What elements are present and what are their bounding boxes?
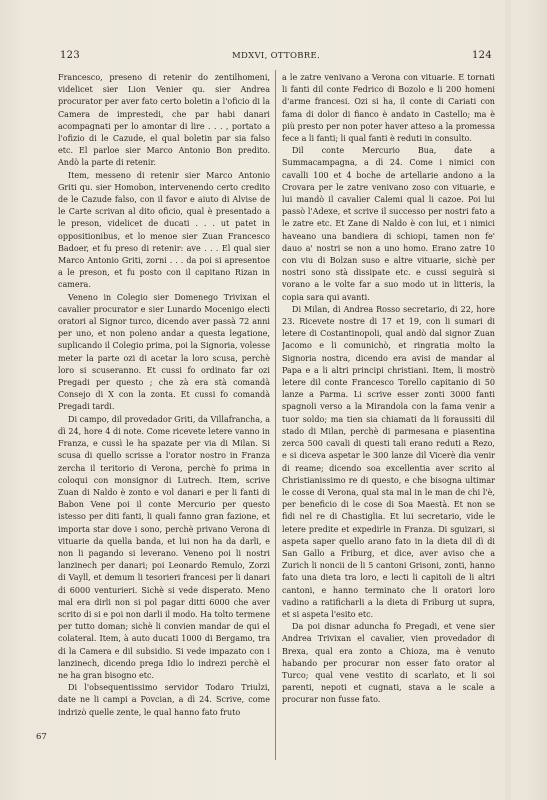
paragraph: Di campo, dil provedador Griti, da Villafrancha, a dì 24, hore 4 di note. Come ricevete letere vanno in Franza, e cussì le ha spazate per via di Milan. Si scusa di quello scrisse a l'orator nostro in Franza zercha il teritorio di Verona, perchè fo prima in coloqui con monsignor di Lutrech. Item, scrive Zuan di Naldo è zonto e vol danari e per li fanti di Babon Vene poi il conte Mercurio per questo istesso per diti fanti, li quali fanno gran fazione, et importa star dove i sono, perchè privano Verona di vituarie da quella banda, et lui non ha da darli, e non li pagando si leverano. Veneno poi li nostri lanzinech per danari; poi Leonardo Remulo, Zorzi di Vayll, et demum li tesorieri francesi per li danari di 6000 venturieri. Sichè si vede disperato. Meno mal era dirli non si pol pagar ditti 6000 che aver scrito di si e poi non darli il modo. Ha tolto termene per tutto doman; sichè li convien mandar de qui el colateral. Item, à auto ducati 1000 di Bergamo, tra di la Camera e dil subsidio. Si vede impazato con i lanzinech, dicendo prega Idio lo indrezi perchè el ne ha gran bisogno etc. [58,414,270,680]
running-title: MDXVI, OTTOBRE. [232,51,320,61]
paragraph: Di l'obsequentissimo servidor Todaro Triulzi, date ne li campi a Povcian, a dì 24. Scrive, come indrizò quelle zente, le qual hanno fato fruto [58,683,270,717]
paragraph: Veneno in Colegio sier Domenego Trivixan el cavalier procurator e sier Lunardo Mocenigo electi oratori al Signor turco, dicendo aver passà 72 anni per uno, et non poleno andar a questa legatione, suplicando il Colegio prima, poi la Signoria, volesse meter la parte ozi di acetar la loro scusa, perchè loro si scuseranno. Et cussi fo ordinato far ozi Pregadi per questo ; che zà era stà comandà Consejo di X con la zonta. Et cussi fo comandà Pregadi tardi. [58,292,270,412]
paragraph: Item, messeno di retenir sier Marco Antonio Griti qu. sier Homobon, intervenendo certo credito de le Cazude falso, con il favor e aiuto di Alvise de le Carte scrivan al dito oficio, qual è presentado a le preson, videlicet de ducati . . . ut patet in oppositionibus, et lo menoe sier Zuan Francesco Badoer, et fu preso di retenir: ave . . . El qual sier Marco Antonio Griti, zorni . . . da poi si apresentoe a le preson, et fu posto con il capitano Rizan in camera. [58,170,270,290]
page-number-right: 124 [472,50,492,61]
paragraph: Francesco, preseno di retenir do zentilhomeni, videlicet sier Lion Venier qu. sier Andrea procurator per aver fato certo boletin a l'oficio di la Camera de imprestedi, che par habi danari acompagnati per lo amontar di lire . . . , portato a l'ofizio di le Cazude, el qual boletin par sia falso etc. El parloe sier Marco Antonio Bon predito. Andò la parte di retenir. [58,73,270,168]
right-column [282,72,495,762]
paragraph: a le zatre venivano a Verona con vituarie. E tornati li fanti dil conte Fedrico di Bozolo e li 200 homeni d'arme francesi. Ozi si ha, il conte di Cariati con fama di dolor di fianco è andato in Castello; ma è più presto per non poter haver atteso a la promessa fece a li fanti; li qual fanti è reduti in consulto. [282,73,495,144]
left-column [58,72,270,762]
running-header [60,50,492,64]
paragraph: Di Milan, di Andrea Rosso secretario, di 22, hore 23. Ricevete nostre di 17 et 19, con li sumari di letere di Costantinopoli, qual andò dal signor Zuan Jacomo e li comunichò, et ringratia molto la Signoria nostra, dicendo era avisi de mandar al Papa e a li altri principi christiani. Item, li mostrò letere dil conte Francesco Torello capitanio di 50 lanze a Parma. Li scrive esser zonti 3000 fanti spagnoli verso a la Mirandola con la fama venir a tuor soldo; ma tien sia chiamati da li foraussiti dil stado di Milan, perchè di parmesana e piasentina zerca 500 cavali di questi tali erano reduti a Rezo, e si diceva aspetar le 300 lanze dil Vicerè dia venir di reame; dicendo soa excellentia aver scrito al Christianissimo re di questo, e che bisogna ultimar le cosse di Verona, qual sta mal in le man de chi l'è, per beneficio di le cose di Soa Maestà. Et non se fidi nel re di Chastiglia. Et lui secretario, vide le letere predite et expedirle in Franza. Di sguizari, si aspeta saper quello arano fato in la dieta dil dì di San Gallo a Friburg, et dice, aver aviso che a Zurich li noncii de li 5 cantoni Grisoni, zonti, hanno fato una dieta tra loro, e lecti li capitoli de li altri cantoni, e hanno terminato che li oratori loro vadino a ratificharli a la dieta di Friburg ut supra, et si aspeta l'esito etc. [282,304,495,619]
paragraph: Da poi disnar aduncha fo Pregadi, et vene sier Andrea Trivixan el cavalier, vien provedador di Brexa, qual era zonto a Chioza, ma è venuto habando per procurar non esser fato orator al Turco; qual vene vestito di scarlato, et li soi parenti, nepoti et cugnati, stava a le scale a procurar non fusse fato. [282,622,495,705]
margin-note-number: 67 [36,732,47,742]
page-shadow [505,0,511,800]
paragraph: Dil conte Mercurio Bua, date a Summacampagna, a dì 24. Come i nimici con cavalli 100 et 4 boche de artellarie andono a la Crovara per le zatre venivano zoso con vituarie, e lui mandò il cavalier Calemi qual li cazoe. Poi lui passò l'Adexe, et scrive il successo per nostri fato a le zatre etc. Et Zane di Naldo è con lui, et i nimici haveano una bandiera di schiopi, tamen non fe' dauo a' nostri se non a uno homo. Erano zatre 10 con viu di Bolzan suso e altre vituarie, sichè per nostri sono stà dissipate etc. e cussi seguirà si vorano a le volte far a suo modo ut in litteris, la copia sara qui avanti. [282,146,495,302]
page-number-left: 123 [60,50,80,61]
column-divider [275,70,276,760]
